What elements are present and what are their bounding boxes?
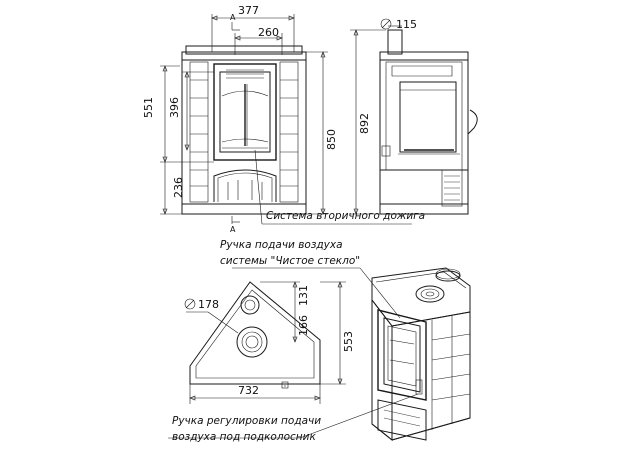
dim-flue-opening: 260 (258, 26, 279, 39)
dim-plan-131: 131 (297, 285, 310, 306)
dim-plan-166: 166 (297, 315, 310, 336)
plan-view (185, 282, 355, 404)
dim-height-side: 892 (358, 113, 371, 134)
callout-secondary-burn: Система вторичного дожига (266, 210, 426, 222)
dim-flue-diameter: 115 (396, 18, 417, 31)
dim-height-firebox: 551 (142, 97, 155, 118)
callout-air-handle-line2: системы "Чистое стекло" (220, 255, 361, 267)
callout-underfloor-line2: воздуха под подколосник (172, 431, 316, 443)
front-view (142, 4, 425, 234)
dim-plan-553: 553 (342, 331, 355, 352)
section-mark-bottom: А (230, 225, 236, 234)
section-mark-top: А (230, 13, 236, 22)
dim-height-base: 236 (172, 177, 185, 198)
dim-plan-diameter: 178 (198, 298, 219, 311)
dim-plan-width: 732 (238, 384, 259, 397)
dim-height-total: 850 (325, 129, 338, 150)
side-view (350, 18, 477, 214)
dim-height-glass: 396 (168, 97, 181, 118)
isometric-view (168, 239, 470, 443)
callout-underfloor-line1: Ручка регулировки подачи (172, 415, 322, 427)
dim-width-front: 377 (238, 4, 259, 17)
callout-air-handle-line1: Ручка подачи воздуха (220, 239, 343, 251)
